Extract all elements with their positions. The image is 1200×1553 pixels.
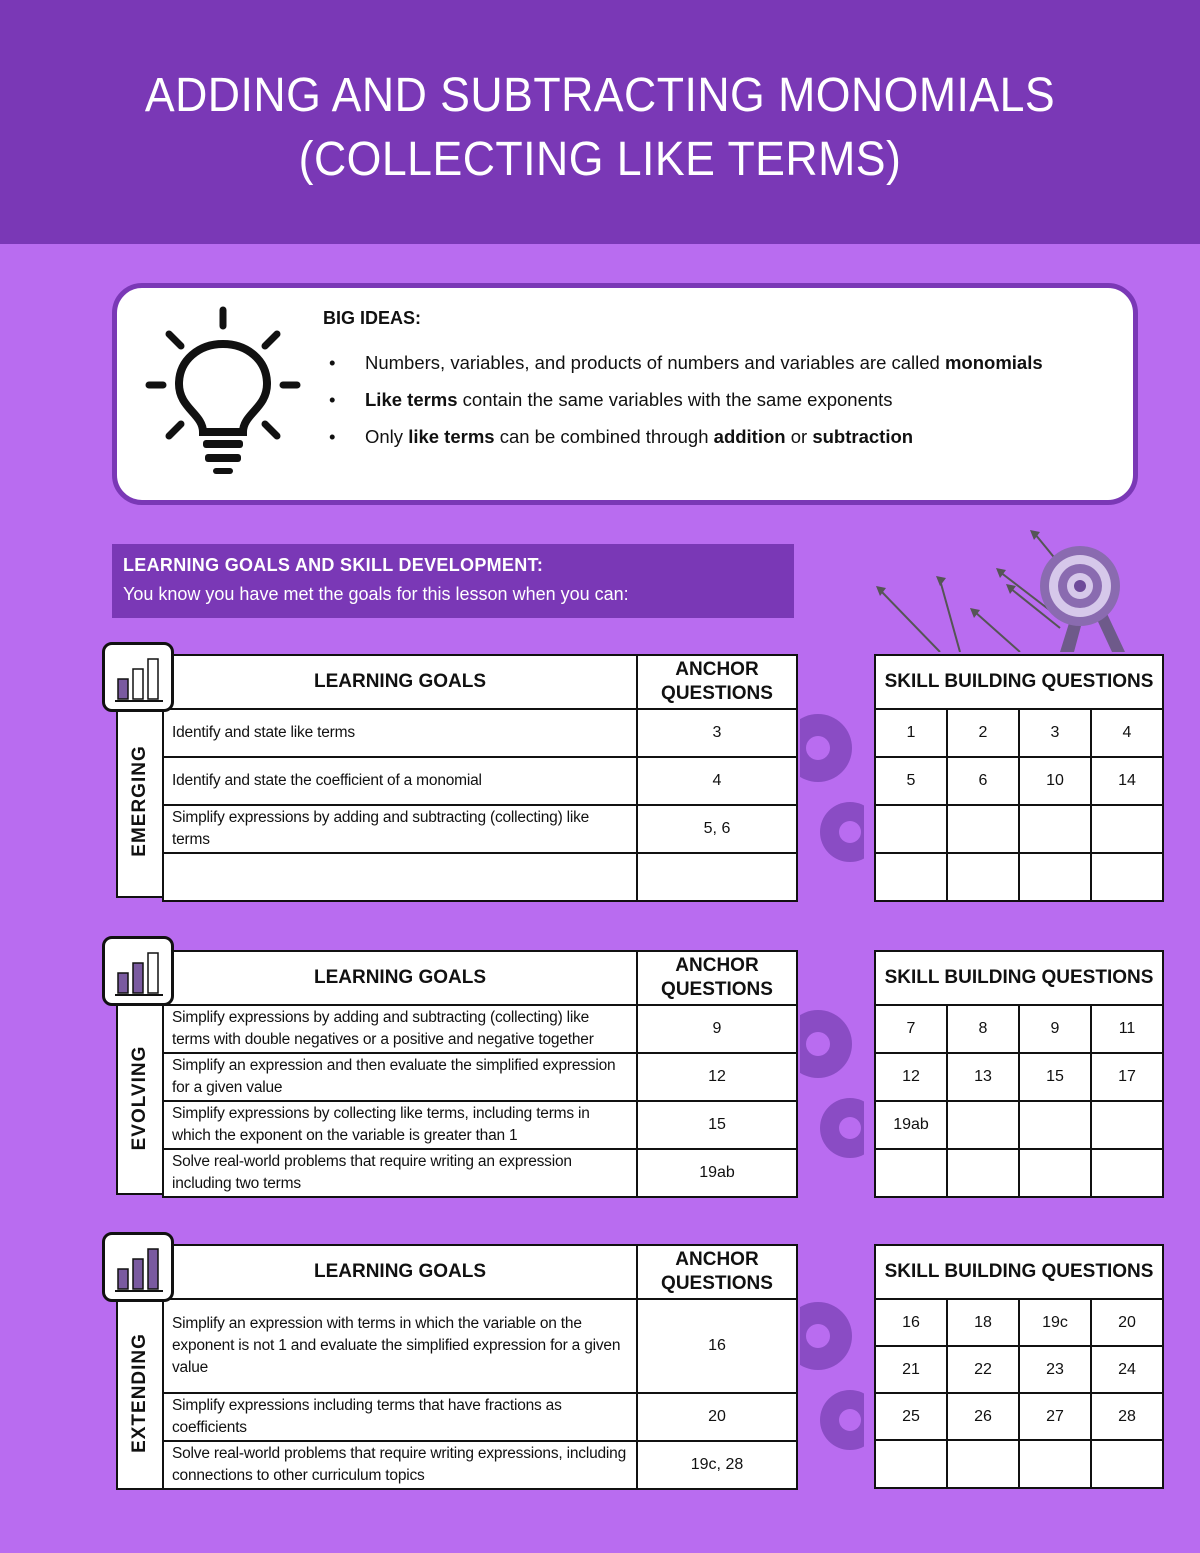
anchor-cell: 3 — [637, 709, 797, 757]
gears-icon — [800, 1292, 864, 1482]
skill-cell: 11 — [1091, 1005, 1163, 1053]
bar-chart-badge-icon — [102, 936, 174, 1006]
skill-cell: 12 — [875, 1053, 947, 1101]
skill-cell: 18 — [947, 1299, 1019, 1346]
skill-cell — [947, 1440, 1019, 1488]
skill-cell — [1019, 805, 1091, 853]
gears-icon — [800, 1000, 864, 1190]
skill-cell — [1091, 1149, 1163, 1197]
page-title-line2: (COLLECTING LIKE TERMS) — [298, 133, 902, 186]
anchor-cell: 19c, 28 — [637, 1441, 797, 1489]
skill-cell — [1091, 1440, 1163, 1488]
skill-cell: 9 — [1019, 1005, 1091, 1053]
skill-cell: 10 — [1019, 757, 1091, 805]
learning-goals-header: LEARNING GOALS — [163, 1245, 637, 1299]
skill-building-table-extending — [874, 1244, 1164, 1489]
anchor-cell: 20 — [637, 1393, 797, 1441]
learning-goals-header: LEARNING GOALS — [163, 951, 637, 1005]
skill-cell: 28 — [1091, 1393, 1163, 1440]
skill-cell: 25 — [875, 1393, 947, 1440]
goal-cell: Simplify expressions by adding and subtracting (collecting) like terms with double negatives or a positive and negative together — [163, 1005, 637, 1053]
level-label-evolving: EVOLVING — [116, 1003, 164, 1195]
big-ideas-heading: BIG IDEAS: — [323, 308, 422, 328]
goal-cell: Identify and state the coefficient of a monomial — [163, 757, 637, 805]
level-label-emerging: EMERGING — [116, 706, 164, 898]
skill-cell: 26 — [947, 1393, 1019, 1440]
anchor-questions-header: ANCHOR QUESTIONS — [637, 655, 797, 709]
goal-cell: Simplify expressions by collecting like terms, including terms in which the exponent on the variable is greater than 1 — [163, 1101, 637, 1149]
skill-building-table-evolving — [874, 950, 1164, 1198]
anchor-cell: 19ab — [637, 1149, 797, 1197]
anchor-cell: 5, 6 — [637, 805, 797, 853]
learning-goals-subheading: You know you have met the goals for this lesson when you can: — [123, 584, 629, 604]
skill-cell — [875, 853, 947, 901]
skill-cell — [1091, 853, 1163, 901]
anchor-cell: 12 — [637, 1053, 797, 1101]
anchor-cell: 15 — [637, 1101, 797, 1149]
goal-cell: Simplify an expression with terms in which the variable on the exponent is not 1 and evaluate the simplified expression for a given value — [163, 1299, 637, 1393]
big-ideas-card — [112, 283, 1138, 505]
goal-cell: Simplify expressions including terms that have fractions as coefficients — [163, 1393, 637, 1441]
skill-cell — [947, 805, 1019, 853]
gears-icon — [800, 704, 864, 894]
skill-cell — [875, 1149, 947, 1197]
goal-cell: Simplify expressions by adding and subtracting (collecting) like terms — [163, 805, 637, 853]
goal-cell: Simplify an expression and then evaluate the simplified expression for a given value — [163, 1053, 637, 1101]
skill-cell — [1019, 853, 1091, 901]
skill-cell — [875, 1440, 947, 1488]
skill-cell: 4 — [1091, 709, 1163, 757]
skill-building-header: SKILL BUILDING QUESTIONS — [875, 655, 1163, 709]
skill-cell — [1019, 1101, 1091, 1149]
skill-cell: 6 — [947, 757, 1019, 805]
learning-goals-table-evolving — [162, 950, 798, 1198]
target-arrows-icon — [870, 528, 1160, 652]
list-item: • Like terms contain the same variables with the same exponents — [323, 381, 1103, 418]
skill-cell: 3 — [1019, 709, 1091, 757]
goal-cell: Solve real-world problems that require writing expressions, including connections to other curriculum topics — [163, 1441, 637, 1489]
anchor-questions-header: ANCHOR QUESTIONS — [637, 951, 797, 1005]
list-item: • Only like terms can be combined through addition or subtraction — [323, 418, 1103, 455]
anchor-cell — [637, 853, 797, 901]
skill-cell: 14 — [1091, 757, 1163, 805]
skill-cell: 27 — [1019, 1393, 1091, 1440]
skill-cell: 20 — [1091, 1299, 1163, 1346]
goal-cell: Identify and state like terms — [163, 709, 637, 757]
skill-cell: 24 — [1091, 1346, 1163, 1393]
skill-cell — [947, 853, 1019, 901]
goal-cell: Solve real-world problems that require writing an expression including two terms — [163, 1149, 637, 1197]
skill-cell: 13 — [947, 1053, 1019, 1101]
skill-cell — [1091, 1101, 1163, 1149]
learning-goals-header: LEARNING GOALS — [163, 655, 637, 709]
skill-cell: 15 — [1019, 1053, 1091, 1101]
anchor-questions-header: ANCHOR QUESTIONS — [637, 1245, 797, 1299]
lightbulb-icon — [141, 304, 311, 484]
bar-chart-badge-icon — [102, 642, 174, 712]
skill-cell: 19c — [1019, 1299, 1091, 1346]
skill-building-header: SKILL BUILDING QUESTIONS — [875, 1245, 1163, 1299]
anchor-cell: 4 — [637, 757, 797, 805]
skill-cell: 16 — [875, 1299, 947, 1346]
skill-cell — [1091, 805, 1163, 853]
skill-cell: 22 — [947, 1346, 1019, 1393]
learning-goals-heading: LEARNING GOALS AND SKILL DEVELOPMENT: — [123, 555, 544, 575]
skill-cell — [947, 1149, 1019, 1197]
learning-goals-banner — [112, 544, 794, 618]
skill-cell: 19ab — [875, 1101, 947, 1149]
skill-cell — [947, 1101, 1019, 1149]
skill-cell — [875, 805, 947, 853]
bar-chart-badge-icon — [102, 1232, 174, 1302]
skill-cell: 8 — [947, 1005, 1019, 1053]
skill-cell — [1019, 1440, 1091, 1488]
list-item: • Numbers, variables, and products of numbers and variables are called monomials — [323, 344, 1103, 381]
page-header — [0, 0, 1200, 244]
skill-cell: 7 — [875, 1005, 947, 1053]
skill-cell: 5 — [875, 757, 947, 805]
goal-cell — [163, 853, 637, 901]
page-title-line1: ADDING AND SUBTRACTING MONOMIALS — [144, 69, 1056, 122]
anchor-cell: 16 — [637, 1299, 797, 1393]
learning-goals-table-emerging — [162, 654, 798, 902]
big-ideas-list — [323, 344, 1103, 455]
skill-cell: 21 — [875, 1346, 947, 1393]
skill-cell: 1 — [875, 709, 947, 757]
level-label-extending: EXTENDING — [116, 1297, 164, 1490]
skill-cell: 17 — [1091, 1053, 1163, 1101]
skill-cell — [1019, 1149, 1091, 1197]
skill-cell: 23 — [1019, 1346, 1091, 1393]
skill-building-header: SKILL BUILDING QUESTIONS — [875, 951, 1163, 1005]
anchor-cell: 9 — [637, 1005, 797, 1053]
learning-goals-table-extending — [162, 1244, 798, 1490]
skill-cell: 2 — [947, 709, 1019, 757]
skill-building-table-emerging — [874, 654, 1164, 902]
